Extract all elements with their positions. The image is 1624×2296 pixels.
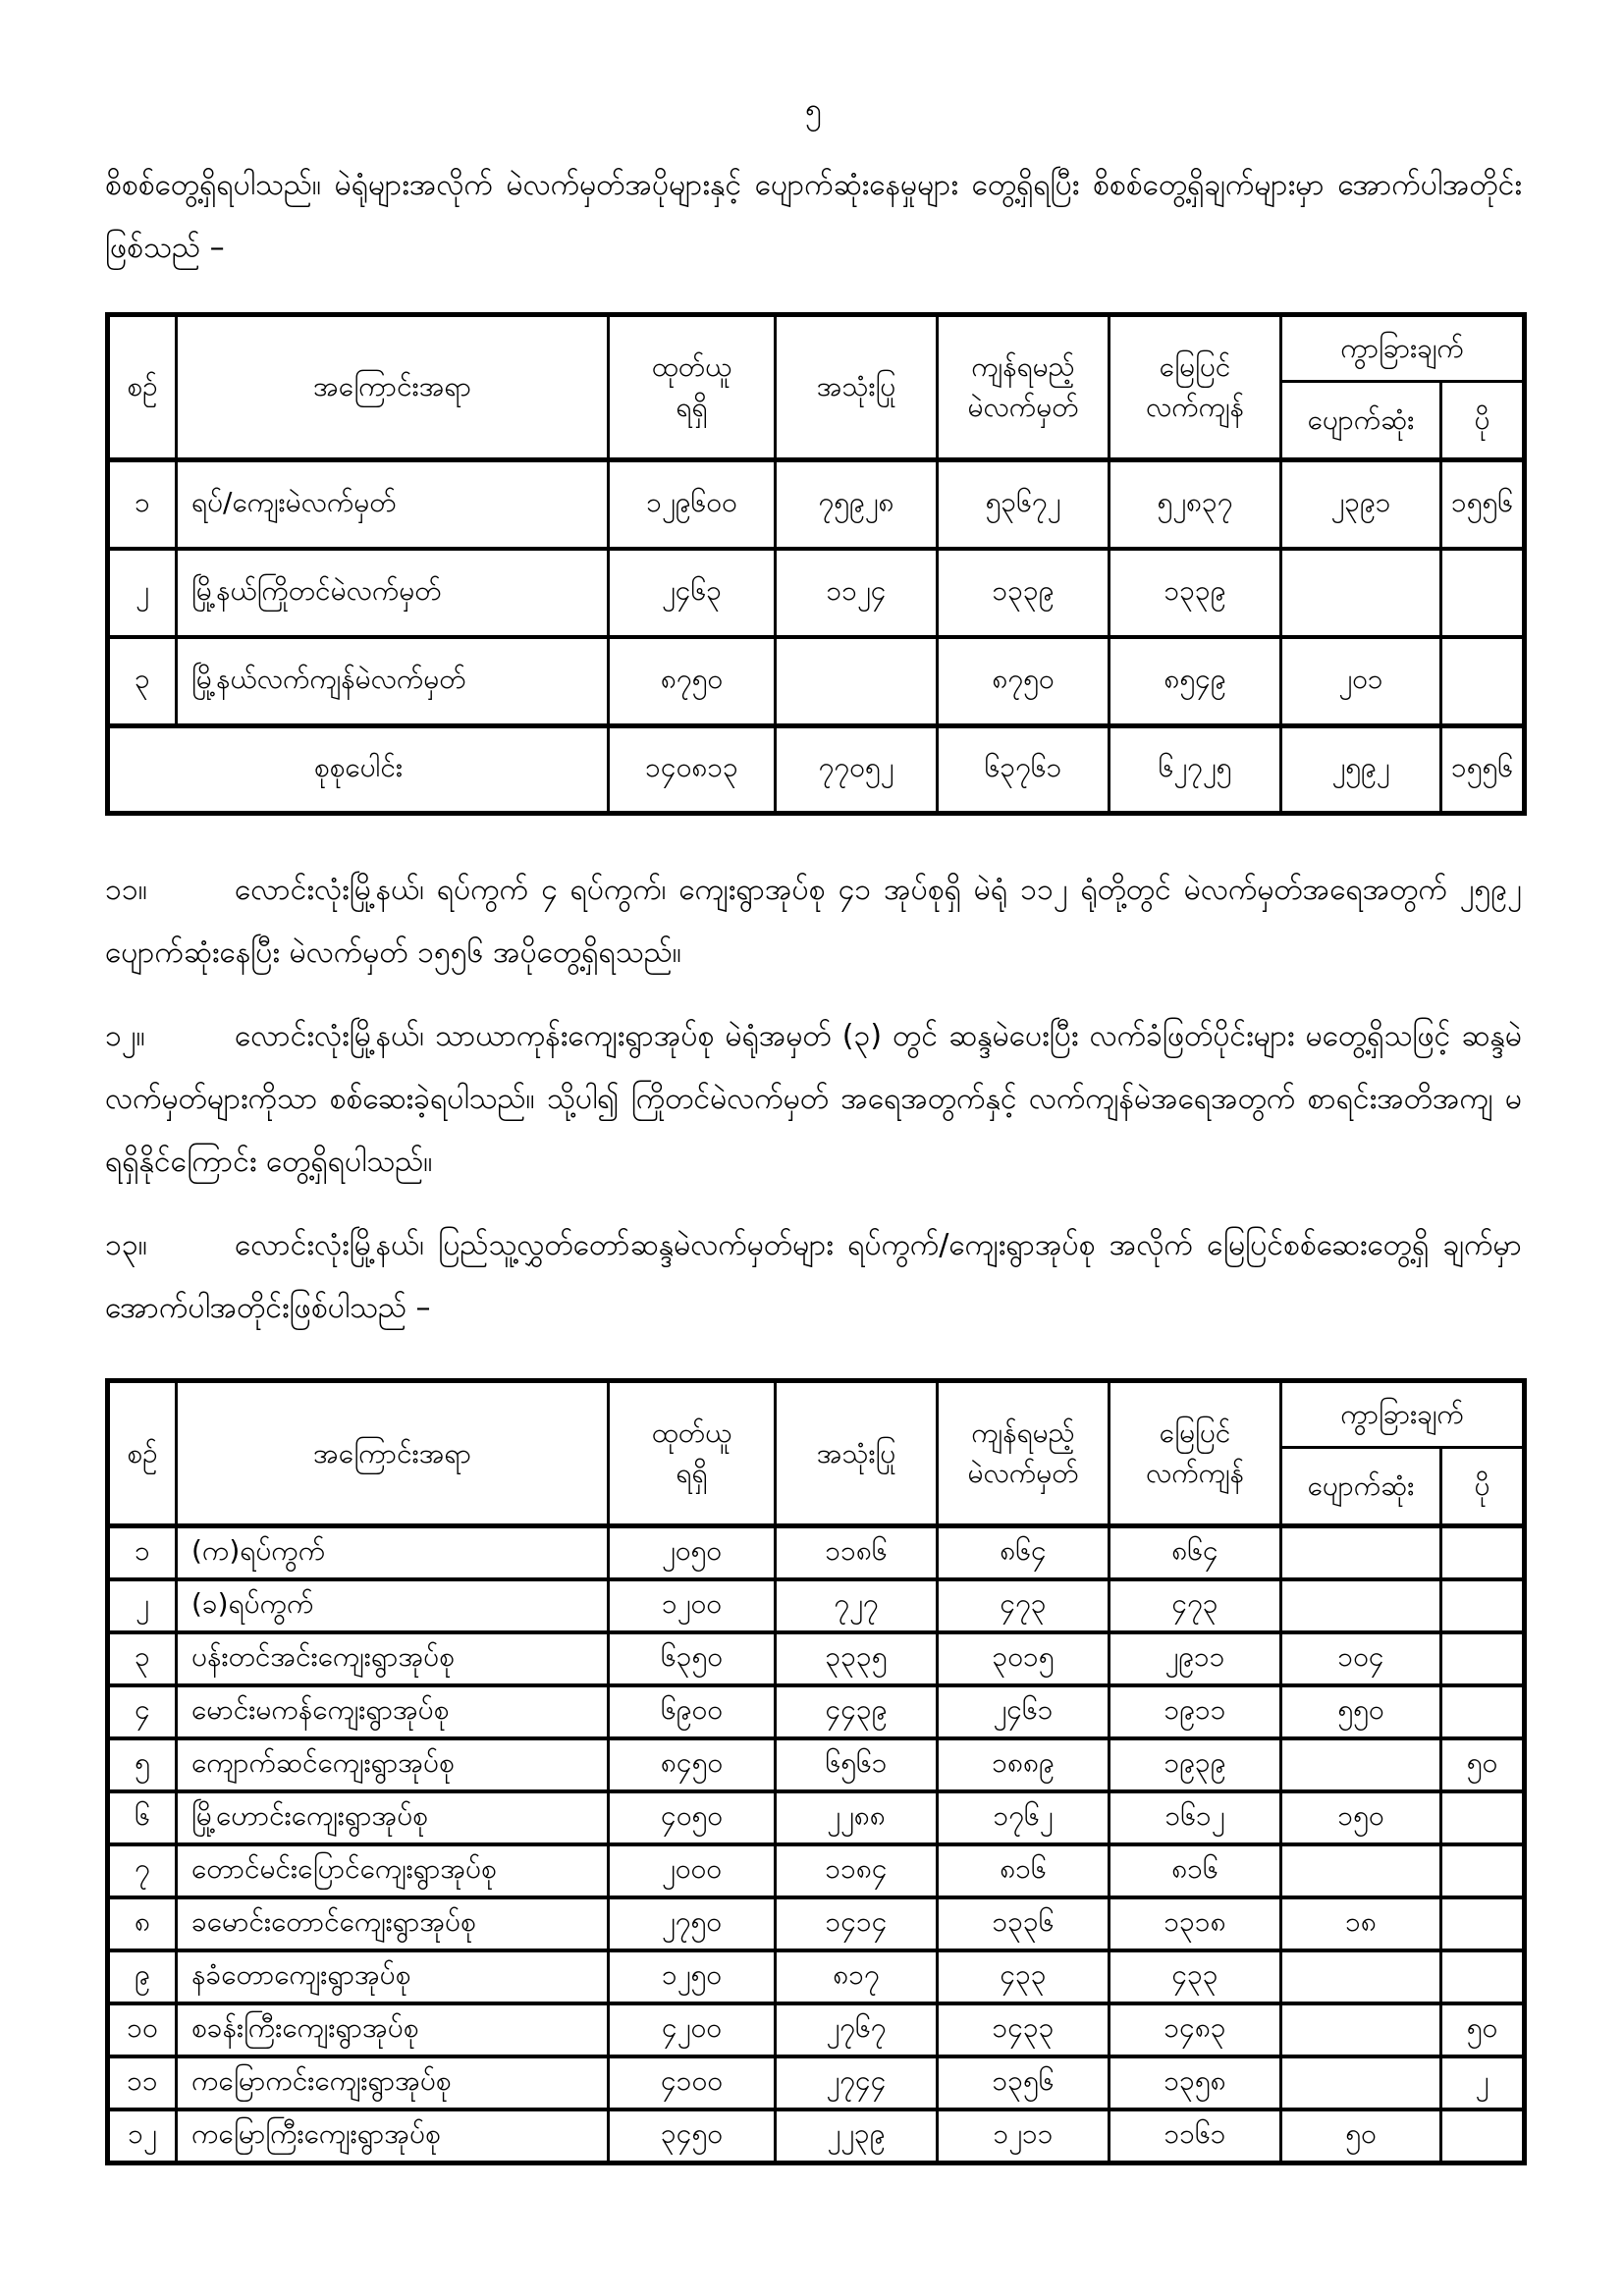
col-header-should-remain-line2: မဲလက်မှတ် (967, 1456, 1079, 1489)
cell-no: ၅ (108, 1738, 177, 1791)
cell-no: ၁ (108, 460, 177, 550)
table-row (108, 2056, 1525, 2109)
ballot-summary-table (105, 312, 1527, 816)
col-header-should-remain-line1: ကျန်ရမည့် (971, 1416, 1075, 1450)
cell-issued: ၈၇၅၀ (609, 637, 776, 726)
cell-total-label: စုစုပေါင်း (108, 726, 609, 814)
cell-issued: ၆၉၀၀ (609, 1685, 776, 1738)
cell-should-remain: ၂၄၆၁ (938, 1685, 1110, 1738)
cell-issued: ၄၁၀၀ (609, 2056, 776, 2109)
paragraph-11 (105, 859, 1522, 984)
cell-should-remain: ၆၃၇၆၁ (938, 726, 1110, 814)
cell-no: ၁၀ (108, 2003, 177, 2056)
cell-used: ၂၂၃၉ (776, 2109, 938, 2163)
cell-subject: မြို့ဟောင်းကျေးရွာအုပ်စု (177, 1791, 609, 1844)
cell-issued: ၂၇၅၀ (609, 1897, 776, 1950)
col-header-used: အသုံးပြု (776, 1381, 938, 1526)
cell-ground: ၁၆၁၂ (1110, 1791, 1281, 1844)
cell-should-remain: ၁၈၈၉ (938, 1738, 1110, 1791)
cell-extra (1441, 1791, 1525, 1844)
page-number: ၅ (805, 92, 822, 127)
cell-extra (1441, 1844, 1525, 1897)
cell-extra: ၅၀ (1441, 2003, 1525, 2056)
cell-issued: ၂၀၀၀ (609, 1844, 776, 1897)
col-header-issued-line1: ထုတ်ယူ (651, 1416, 732, 1450)
col-header-ground-line2: လက်ကျန် (1146, 1456, 1244, 1489)
cell-subject: ကမြောကြီးကျေးရွာအုပ်စု (177, 2109, 609, 2163)
table-row (108, 1632, 1525, 1685)
cell-subject: မောင်းမကန်ကျေးရွာအုပ်စု (177, 1685, 609, 1738)
col-header-issued (609, 315, 776, 460)
cell-missing (1281, 1526, 1441, 1580)
cell-subject: မြို့နယ်လက်ကျန်မဲလက်မှတ် (177, 637, 609, 726)
cell-used: ၂၇၆၇ (776, 2003, 938, 2056)
cell-ground: ၁၃၅၈ (1110, 2056, 1281, 2109)
col-header-ground-line1: မြေပြင် (1159, 1416, 1231, 1450)
col-header-difference: ကွာခြားချက် (1281, 1381, 1525, 1448)
cell-extra: ၂ (1441, 2056, 1525, 2109)
col-header-extra: ပို (1441, 1448, 1525, 1526)
cell-missing: ၅၅၀ (1281, 1685, 1441, 1738)
cell-used: ၁၁၂၄ (776, 549, 938, 637)
col-header-issued-line2: ရရှိ (676, 390, 708, 423)
cell-should-remain: ၅၃၆၇၂ (938, 460, 1110, 550)
col-header-used: အသုံးပြု (776, 315, 938, 460)
table-row (108, 1685, 1525, 1738)
cell-used (776, 637, 938, 726)
cell-ground: ၁၉၁၁ (1110, 1685, 1281, 1738)
col-header-issued (609, 1381, 776, 1526)
cell-used: ၆၅၆၁ (776, 1738, 938, 1791)
col-header-missing: ပျောက်ဆုံး (1281, 1448, 1441, 1526)
cell-missing (1281, 1844, 1441, 1897)
cell-should-remain: ၃၀၁၅ (938, 1632, 1110, 1685)
cell-ground: ၁၃၃၉ (1110, 549, 1281, 637)
cell-should-remain: ၁၄၃၃ (938, 2003, 1110, 2056)
paragraph-number: ၁၁။ (105, 873, 147, 908)
table-row (108, 1738, 1525, 1791)
cell-issued: ၁၄၀၈၁၃ (609, 726, 776, 814)
table-row (108, 1526, 1525, 1580)
col-header-should-remain (938, 1381, 1110, 1526)
cell-no: ၄ (108, 1685, 177, 1738)
cell-no: ၁၁ (108, 2056, 177, 2109)
paragraph-12 (105, 1005, 1522, 1193)
cell-used: ၇၇၀၅၂ (776, 726, 938, 814)
table-row (108, 1579, 1525, 1632)
table-row (108, 1791, 1525, 1844)
table-row (108, 1897, 1525, 1950)
total-row (108, 726, 1525, 814)
cell-ground: ၅၂၈၃၇ (1110, 460, 1281, 550)
cell-missing (1281, 549, 1441, 637)
cell-missing (1281, 1738, 1441, 1791)
cell-extra (1441, 2109, 1525, 2163)
paragraph-text: လောင်းလုံးမြို့နယ်၊ ပြည်သူ့လွှတ်တော်ဆန္ဒမဲလက်မှတ်များ ရပ်ကွက်/ကျေးရွာအုပ်စု အလိုက် မြေပြင်စစ်ဆေးတွေ့ရှိ ချက်မှာ အောက်ပါအတိုင်းဖြစ်ပါသည် – (105, 1228, 1522, 1325)
cell-subject: တောင်မင်းပြောင်ကျေးရွာအုပ်စု (177, 1844, 609, 1897)
cell-used: ၁၄၁၄ (776, 1897, 938, 1950)
cell-extra: ၅၀ (1441, 1738, 1525, 1791)
cell-should-remain: ၁၃၃၉ (938, 549, 1110, 637)
col-header-should-remain (938, 315, 1110, 460)
paragraph-text: လောင်းလုံးမြို့နယ်၊ သာယာကုန်းကျေးရွာအုပ်စု မဲရုံအမှတ် (၃) တွင် ဆန္ဒမဲပေးပြီး လက်ခံဖြတ်ပိုင်းများ မတွေ့ရှိသဖြင့် ဆန္ဒမဲလက်မှတ်များကိုသာ စစ်ဆေးခဲ့ရပါသည်။ သို့ပါ၍ ကြိုတင်မဲလက်မှတ် အရေအတွက်နှင့် လက်ကျန်မဲအရေအတွက် စာရင်းအတိအကျ မရရှိနိုင်ကြောင်း တွေ့ရှိရပါသည်။ (105, 1019, 1522, 1179)
cell-should-remain: ၁၂၁၁ (938, 2109, 1110, 2163)
col-header-ground-remain (1110, 315, 1281, 460)
cell-ground: ၁၉၃၉ (1110, 1738, 1281, 1791)
table-row (108, 1950, 1525, 2003)
cell-extra (1441, 549, 1525, 637)
cell-extra (1441, 1897, 1525, 1950)
col-header-ground-remain (1110, 1381, 1281, 1526)
table-row (108, 2003, 1525, 2056)
cell-no: ၁ (108, 1526, 177, 1580)
cell-should-remain: ၈၆၄ (938, 1526, 1110, 1580)
cell-no: ၃ (108, 1632, 177, 1685)
cell-ground: ၄၃၃ (1110, 1950, 1281, 2003)
cell-should-remain: ၁၇၆၂ (938, 1791, 1110, 1844)
cell-issued: ၃၄၅၀ (609, 2109, 776, 2163)
cell-should-remain: ၈၇၅၀ (938, 637, 1110, 726)
cell-ground: ၈၅၄၉ (1110, 637, 1281, 726)
cell-extra: ၁၅၅၆ (1441, 460, 1525, 550)
col-header-issued-line1: ထုတ်ယူ (651, 350, 732, 384)
cell-missing (1281, 1950, 1441, 2003)
cell-should-remain: ၈၁၆ (938, 1844, 1110, 1897)
col-header-missing: ပျောက်ဆုံး (1281, 382, 1441, 460)
col-header-should-remain-line2: မဲလက်မှတ် (967, 390, 1079, 423)
paragraph-13 (105, 1214, 1522, 1339)
table-row (108, 460, 1525, 550)
cell-issued: ၄၀၅၀ (609, 1791, 776, 1844)
col-header-difference: ကွာခြားချက် (1281, 315, 1525, 382)
table-row (108, 1844, 1525, 1897)
cell-subject: ရပ်/ကျေးမဲလက်မှတ် (177, 460, 609, 550)
table-row (108, 549, 1525, 637)
cell-issued: ၁၂၀၀ (609, 1579, 776, 1632)
cell-extra (1441, 1579, 1525, 1632)
cell-subject: ကျောက်ဆင်ကျေးရွာအုပ်စု (177, 1738, 609, 1791)
cell-extra (1441, 1632, 1525, 1685)
cell-subject: ပန်းတင်အင်းကျေးရွာအုပ်စု (177, 1632, 609, 1685)
col-header-extra: ပို (1441, 382, 1525, 460)
cell-should-remain: ၁၃၃၆ (938, 1897, 1110, 1950)
cell-extra: ၁၅၅၆ (1441, 726, 1525, 814)
cell-issued: ၁၂၉၆၀၀ (609, 460, 776, 550)
cell-extra (1441, 1685, 1525, 1738)
cell-issued: ၂၄၆၃ (609, 549, 776, 637)
cell-issued: ၂၀၅၀ (609, 1526, 776, 1580)
cell-extra (1441, 637, 1525, 726)
cell-missing (1281, 2003, 1441, 2056)
cell-used: ၈၁၇ (776, 1950, 938, 2003)
table-row (108, 2109, 1525, 2163)
cell-missing (1281, 1579, 1441, 1632)
cell-ground: ၈၆၄ (1110, 1526, 1281, 1580)
cell-ground: ၁၃၁၈ (1110, 1897, 1281, 1950)
cell-subject: ကမြောကင်းကျေးရွာအုပ်စု (177, 2056, 609, 2109)
cell-missing: ၂၅၉၂ (1281, 726, 1441, 814)
col-header-ground-line2: လက်ကျန် (1146, 390, 1244, 423)
cell-extra (1441, 1950, 1525, 2003)
cell-no: ၉ (108, 1950, 177, 2003)
cell-ground: ၁၄၈၃ (1110, 2003, 1281, 2056)
cell-should-remain: ၁၃၅၆ (938, 2056, 1110, 2109)
cell-missing: ၂၀၁ (1281, 637, 1441, 726)
cell-no: ၂ (108, 1579, 177, 1632)
cell-used: ၇၂၇ (776, 1579, 938, 1632)
col-header-should-remain-line1: ကျန်ရမည့် (971, 350, 1075, 384)
cell-no: ၆ (108, 1791, 177, 1844)
cell-subject: (ခ)ရပ်ကွက် (177, 1579, 609, 1632)
cell-missing: ၁၅၀ (1281, 1791, 1441, 1844)
paragraph-number: ၁၃။ (105, 1228, 147, 1263)
cell-ground: ၆၂၇၂၅ (1110, 726, 1281, 814)
col-header-issued-line2: ရရှိ (676, 1456, 708, 1489)
cell-missing: ၁၀၄ (1281, 1632, 1441, 1685)
cell-subject: စခန်းကြီးကျေးရွာအုပ်စု (177, 2003, 609, 2056)
cell-issued: ၆၃၅၀ (609, 1632, 776, 1685)
cell-ground: ၂၉၁၁ (1110, 1632, 1281, 1685)
col-header-serial: စဉ် (108, 315, 177, 460)
cell-should-remain: ၄၇၃ (938, 1579, 1110, 1632)
col-header-subject: အကြောင်းအရာ (177, 1381, 609, 1526)
cell-should-remain: ၄၃၃ (938, 1950, 1110, 2003)
cell-no: ၇ (108, 1844, 177, 1897)
col-header-subject: အကြောင်းအရာ (177, 315, 609, 460)
cell-subject: ခမောင်းတောင်ကျေးရွာအုပ်စု (177, 1897, 609, 1950)
cell-issued: ၈၄၅၀ (609, 1738, 776, 1791)
cell-used: ၂၂၈၈ (776, 1791, 938, 1844)
col-header-serial: စဉ် (108, 1381, 177, 1526)
cell-missing: ၁၈ (1281, 1897, 1441, 1950)
cell-used: ၃၃၃၅ (776, 1632, 938, 1685)
cell-subject: မြို့နယ်ကြိုတင်မဲလက်မှတ် (177, 549, 609, 637)
ward-village-ballot-table (105, 1378, 1527, 2165)
table-row (108, 637, 1525, 726)
cell-missing (1281, 2056, 1441, 2109)
cell-missing: ၂၃၉၁ (1281, 460, 1441, 550)
cell-used: ၇၅၉၂၈ (776, 460, 938, 550)
cell-issued: ၄၂၀၀ (609, 2003, 776, 2056)
cell-subject: နခံတောကျေးရွာအုပ်စု (177, 1950, 609, 2003)
cell-used: ၁၁၈၆ (776, 1526, 938, 1580)
cell-issued: ၁၂၅၀ (609, 1950, 776, 2003)
cell-no: ၈ (108, 1897, 177, 1950)
cell-no: ၂ (108, 549, 177, 637)
cell-subject: (က)ရပ်ကွက် (177, 1526, 609, 1580)
cell-ground: ၄၇၃ (1110, 1579, 1281, 1632)
cell-ground: ၁၁၆၁ (1110, 2109, 1281, 2163)
cell-no: ၁၂ (108, 2109, 177, 2163)
cell-extra (1441, 1526, 1525, 1580)
cell-no: ၃ (108, 637, 177, 726)
cell-used: ၁၁၈၄ (776, 1844, 938, 1897)
paragraph-text: လောင်းလုံးမြို့နယ်၊ ရပ်ကွက် ၄ ရပ်ကွက်၊ ကျေးရွာအုပ်စု ၄၁ အုပ်စုရှိ မဲရုံ ၁၁၂ ရုံတို့တွင် မဲလက်မှတ်အရေအတွက် ၂၅၉၂ ပျောက်ဆုံးနေပြီး မဲလက်မှတ် ၁၅၅၆ အပိုတွေ့ရှိရသည်။ (105, 873, 1522, 970)
cell-used: ၄၄၃၉ (776, 1685, 938, 1738)
cell-missing: ၅၀ (1281, 2109, 1441, 2163)
cell-used: ၂၇၄၄ (776, 2056, 938, 2109)
intro-paragraph: စိစစ်တွေ့ရှိရပါသည်။ မဲရုံများအလိုက် မဲလက်မှတ်အပိုများနှင့် ပျောက်ဆုံးနေမှုများ တွေ့ရှိရပြီး စိစစ်တွေ့ရှိချက်များမှာ အောက်ပါအတိုင်းဖြစ်သည် – (105, 168, 1522, 265)
col-header-ground-line1: မြေပြင် (1159, 350, 1231, 384)
paragraph-number: ၁၂။ (105, 1019, 145, 1054)
cell-ground: ၈၁၆ (1110, 1844, 1281, 1897)
